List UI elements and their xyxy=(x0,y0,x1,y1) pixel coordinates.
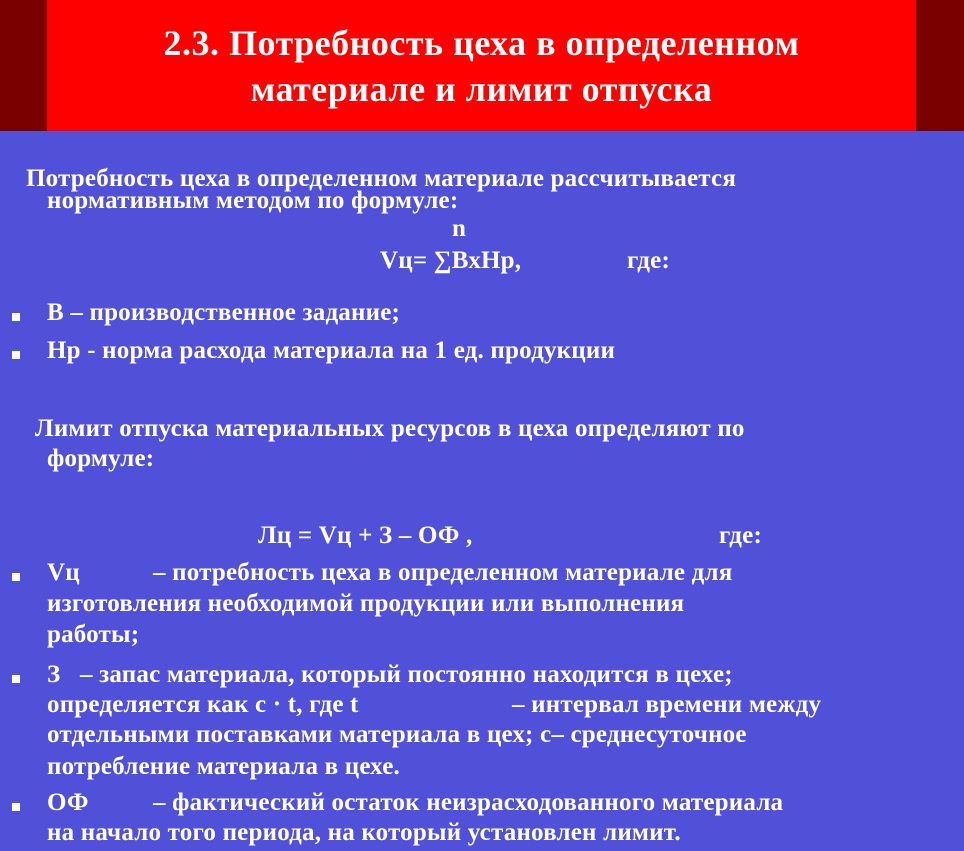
def2-z-line-4: потребление материала в цехе. xyxy=(47,753,400,780)
def2-vc-line-3: работы; xyxy=(47,621,140,648)
def1-norm: Нр - норма расхода материала на 1 ед. продукции xyxy=(47,337,616,364)
limit-line-1: Лимит отпуска материальных ресурсов в цеха определяют по xyxy=(35,415,745,442)
title-box xyxy=(47,0,916,131)
def2-of-line-1: – фактический остаток неизрасходованного материала xyxy=(153,789,784,816)
def2-of-line-2: на начало того периода, на который установлен лимит. xyxy=(47,819,681,846)
intro-line-2: нормативным методом по формуле: xyxy=(47,187,459,214)
def2-of-term: ОФ xyxy=(47,789,89,816)
bullet-icon xyxy=(12,351,20,359)
formula2-where: где: xyxy=(719,522,762,549)
def2-vc-line-2: изготовления необходимой продукции или выполнения xyxy=(47,590,685,617)
intro-line-1: Потребность цеха в определенном материале рассчитывается xyxy=(26,165,737,192)
def2-z-line-1: – запас материала, который постоянно находится в цехе; xyxy=(80,661,733,688)
slide-title-line-1: 2.3. Потребность цеха в определенном xyxy=(163,22,800,63)
def2-z-line-2b: – интервал времени между xyxy=(512,691,822,718)
formula1-superscript: n xyxy=(452,215,467,242)
limit-line-2: формуле: xyxy=(47,445,155,472)
bullet-icon xyxy=(12,675,20,683)
slide-title-line-2: материале и лимит отпуска xyxy=(250,68,713,109)
def1-production-task: В – производственное задание; xyxy=(47,299,401,326)
formula1-where: где: xyxy=(627,247,670,274)
bullet-icon xyxy=(12,573,20,581)
formula2-expression: Лц = Vц + З – ОФ , xyxy=(258,522,473,549)
bullet-icon xyxy=(12,313,20,321)
def2-z-line-3: отдельными поставками материала в цех; с– среднесуточное xyxy=(47,721,747,748)
def2-z-line-2a: определяется как с · t, где t xyxy=(47,691,359,718)
bullet-icon xyxy=(12,803,20,811)
formula1-expression: Vц= ∑ВхНр, xyxy=(380,247,522,274)
def2-vc-line-1: – потребность цеха в определенном материале для xyxy=(153,559,733,586)
def2-z-term: З xyxy=(47,661,61,688)
def2-vc-term: Vц xyxy=(47,559,80,586)
title-band xyxy=(0,0,964,131)
